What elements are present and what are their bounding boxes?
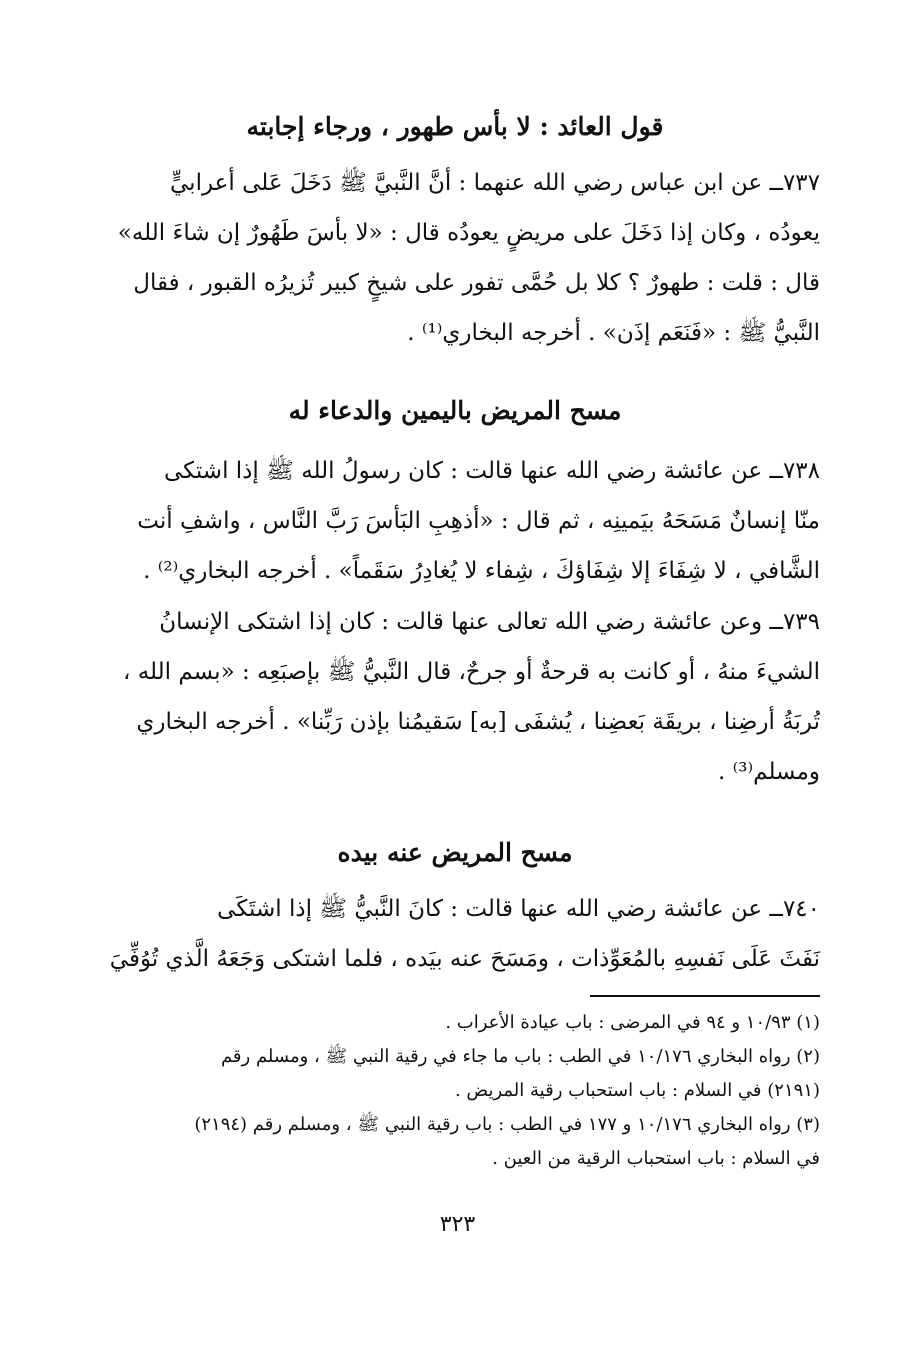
text-line: ومسلم⁽³⁾ . <box>717 759 820 785</box>
footnote-line: (٢١٩١) في السلام : باب استحباب رقية المريض . <box>454 1080 820 1101</box>
hadith-738 <box>90 446 820 596</box>
text-line: ٧٣٩ــ وعن عائشة رضي الله تعالى عنها قالت : كان إذا اشتكى الإنسانُ <box>159 609 820 635</box>
text-line: تُربَةُ أرضِنا ، بريقَة بَعضِنا ، يُشفَى [به] سَقيمُنا بإذن رَبِّنا» . أخرجه البخاري <box>136 709 820 735</box>
text-line: الشيءَ منهُ ، أو كانت به قرحةٌ أو جرحٌ، قال النَّبيُّ ﷺ بإصبَعِه : «بسم الله ، <box>122 659 820 685</box>
page-number: ٣٢٣ <box>439 1212 476 1237</box>
section-heading-1: قول العائد : لا بأس طهور ، ورجاء إجابته <box>246 112 664 141</box>
text-line: نَفَثَ عَلَى نَفسِهِ بالمُعَوِّذات ، ومَسَحَ عنه بيَده ، فلما اشتكى وَجَعَهُ الَّذي تُوُفِّيَ <box>109 946 820 972</box>
hadith-737 <box>90 158 820 358</box>
footnote-line: (١) ١٠/٩٣ و ٩٤ في المرضى : باب عيادة الأعراب . <box>445 1012 820 1033</box>
footnotes <box>82 1006 820 1176</box>
text-line: الشَّافي ، لا شِفَاءَ إلا شِفَاؤكَ ، شِفاء لا يُغادِرُ سَقَماً» . أخرجه البخاري⁽²⁾ . <box>143 558 820 584</box>
text-line: منّا إنسانٌ مَسَحَهُ بيَمينِه ، ثم قال : «أذهِبِ البَأسَ رَبَّ النَّاس ، واشفِ أنت <box>137 508 820 534</box>
text-line: قال : قلت : طهورٌ ؟ كلا بل حُمَّى تفور على شيخٍ كبير تُزيرُه القبور ، فقال <box>133 270 820 296</box>
footnote-line: (٣) رواه البخاري ١٠/١٧٦ و ١٧٧ في الطب : باب رقية النبي ﷺ ، ومسلم رقم (٢١٩٤) <box>194 1114 820 1135</box>
text-line: ٧٣٧ــ عن ابن عباس رضي الله عنهما : أنَّ النَّبيَّ ﷺ دَخَلَ عَلى أعرابيٍّ <box>170 170 820 196</box>
text-line: يعودُه ، وكان إذا دَخَلَ على مريضٍ يعودُه قال : «لا بأسَ طَهُورٌ إن شاءَ الله» <box>117 220 820 246</box>
text-line: ٧٤٠ــ عن عائشة رضي الله عنها قالت : كانَ النَّبيُّ ﷺ إذا اشتَكَى <box>217 896 820 922</box>
footnote-divider <box>590 995 820 997</box>
hadith-739 <box>90 597 820 797</box>
text-line: النَّبيُّ ﷺ : «فَنَعَم إذَن» . أخرجه البخاري⁽¹⁾ . <box>407 320 820 346</box>
footnote-line: (٢) رواه البخاري ١٠/١٧٦ في الطب : باب ما جاء في رقية النبي ﷺ ، ومسلم رقم <box>220 1046 820 1067</box>
section-heading-3: مسح المريض عنه بيده <box>337 838 573 867</box>
footnote-line: في السلام : باب استحباب الرقية من العين . <box>492 1148 820 1169</box>
section-heading-2: مسح المريض باليمين والدعاء له <box>288 396 622 425</box>
text-line: ٧٣٨ــ عن عائشة رضي الله عنها قالت : كان رسولُ الله ﷺ إذا اشتكى <box>163 458 820 484</box>
hadith-740 <box>90 884 820 984</box>
